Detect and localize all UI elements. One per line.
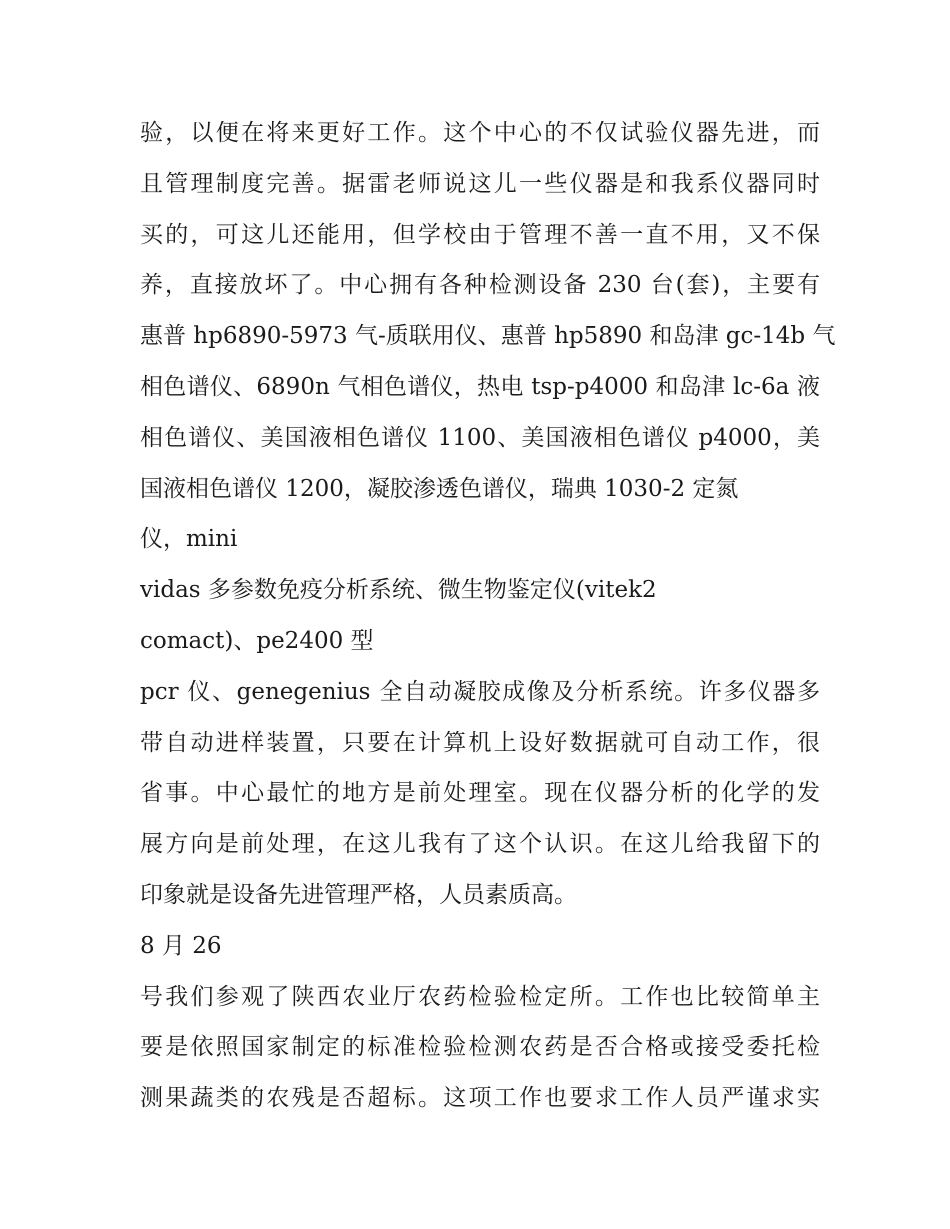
text-line: comact)、pe2400 型 xyxy=(140,627,374,654)
text-line: 相色谱仪、6890n 气相色谱仪，热电 tsp-p4000 和岛津 lc-6a 液 xyxy=(140,373,820,400)
text-line: 国液相色谱仪 1200，凝胶渗透色谱仪，瑞典 1030-2 定氮 xyxy=(140,475,739,502)
text-line: vidas 多参数免疫分析系统、微生物鉴定仪(vitek2 xyxy=(140,577,657,604)
text-line: 带自动进样装置，只要在计算机上设好数据就可自动工作，很 xyxy=(140,729,820,756)
body-text xyxy=(140,108,836,1124)
text-line: 相色谱仪、美国液相色谱仪 1100、美国液相色谱仪 p4000，美 xyxy=(140,424,820,451)
text-line: 买的，可这儿还能用，但学校由于管理不善一直不用，又不保 xyxy=(140,221,820,248)
text-line: 且管理制度完善。据雷老师说这儿一些仪器是和我系仪器同时 xyxy=(140,170,820,197)
text-line: 惠普 hp6890-5973 气-质联用仪、惠普 hp5890 和岛津 gc-14b 气 xyxy=(140,323,836,350)
text-line: 展方向是前处理，在这儿我有了这个认识。在这儿给我留下的 xyxy=(140,831,820,858)
text-line: 养，直接放坏了。中心拥有各种检测设备 230 台(套)，主要有 xyxy=(140,272,820,299)
text-line: pcr 仪、genegenius 全自动凝胶成像及分析系统。许多仪器多 xyxy=(140,678,820,705)
text-line: 8 月 26 xyxy=(140,932,222,959)
text-line: 要是依照国家制定的标准检验检测农药是否合格或接受委托检 xyxy=(140,1034,820,1061)
text-line: 省事。中心最忙的地方是前处理室。现在仪器分析的化学的发 xyxy=(140,780,820,807)
text-line: 印象就是设备先进管理严格，人员素质高。 xyxy=(140,881,577,908)
text-line: 测果蔬类的农残是否超标。这项工作也要求工作人员严谨求实 xyxy=(140,1085,820,1112)
text-line: 仪，mini xyxy=(140,526,238,553)
text-line: 号我们参观了陕西农业厅农药检验检定所。工作也比较简单主 xyxy=(140,983,820,1010)
text-line: 验，以便在将来更好工作。这个中心的不仅试验仪器先进，而 xyxy=(140,120,820,146)
